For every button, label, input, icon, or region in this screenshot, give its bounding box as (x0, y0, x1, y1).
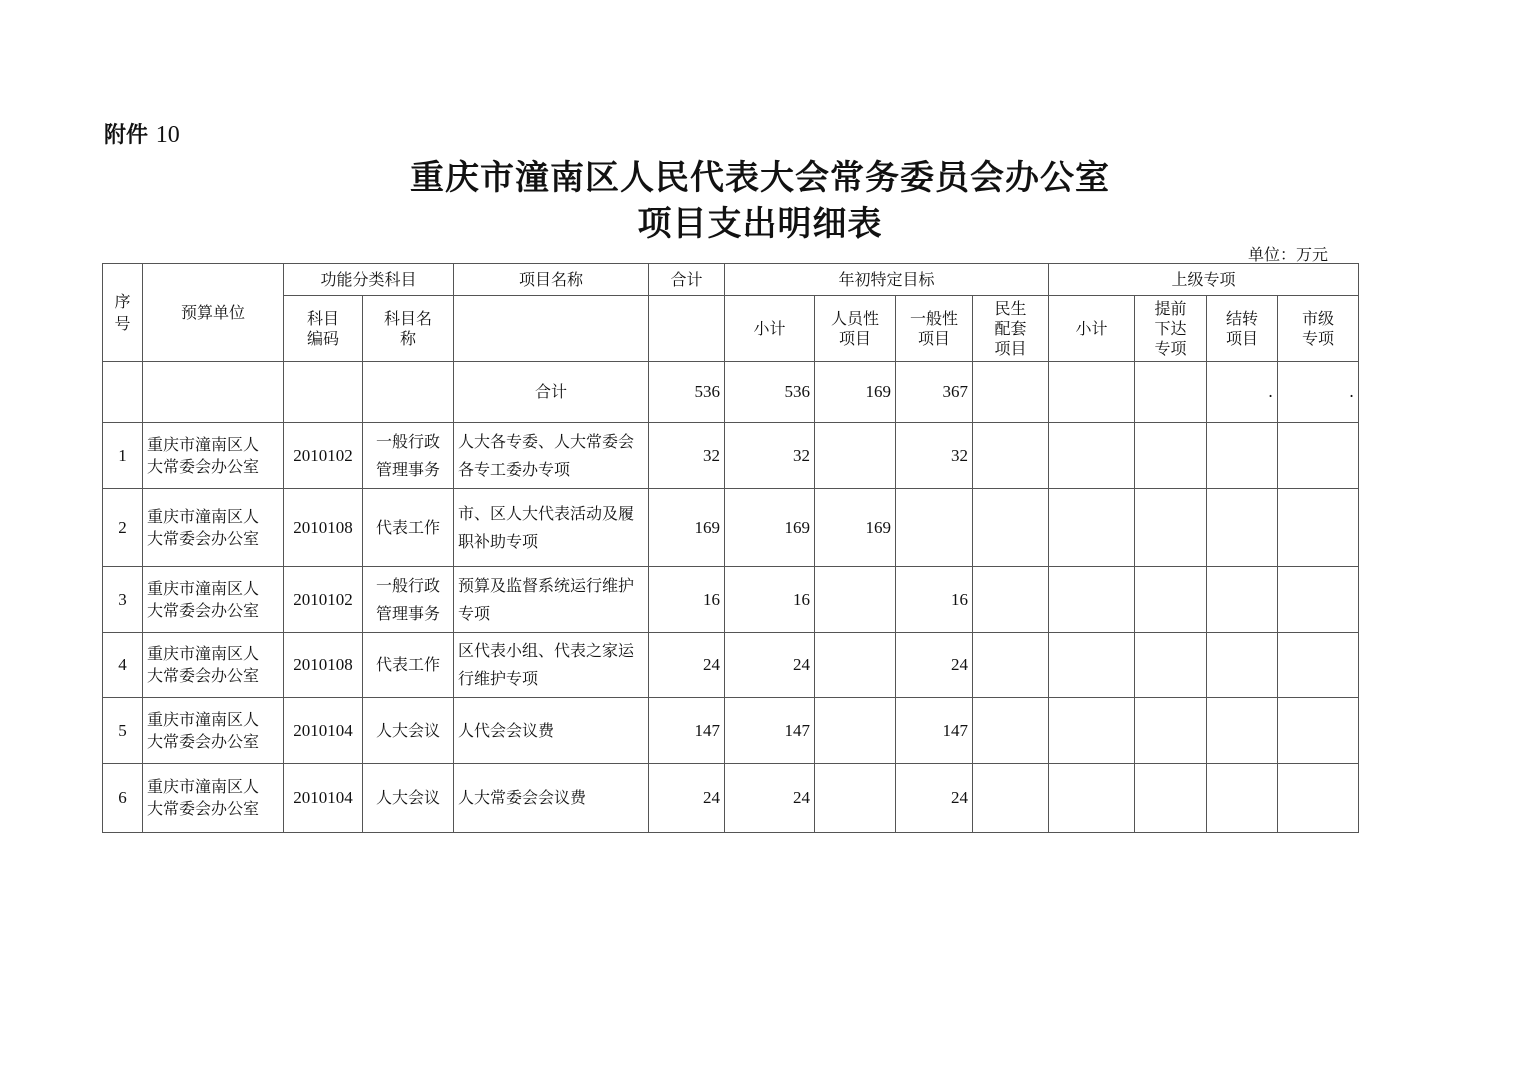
row-advance (1135, 764, 1207, 833)
row-carryover (1207, 764, 1278, 833)
row-subtotal: 32 (725, 423, 815, 489)
row-advance (1135, 698, 1207, 764)
row-total: 147 (649, 698, 725, 764)
table-row (103, 423, 1359, 489)
header-carryover: 结转项目 (1207, 296, 1278, 362)
total-row-city: . (1278, 362, 1359, 423)
row-carryover (1207, 567, 1278, 633)
row-project-name (454, 698, 649, 764)
row-budget-unit (143, 489, 284, 567)
row-personnel: 169 (815, 489, 896, 567)
total-row (103, 362, 1359, 423)
row-subtotal: 24 (725, 633, 815, 698)
header-superior-subtotal: 小计 (1049, 296, 1135, 362)
row-subject-name (363, 423, 454, 489)
row-seq: 2 (103, 489, 143, 567)
header-total: 合计 (649, 264, 725, 296)
row-general: 32 (896, 423, 973, 489)
row-city (1278, 489, 1359, 567)
row-city (1278, 698, 1359, 764)
row-budget-unit (143, 423, 284, 489)
header-project-name-blank (454, 296, 649, 362)
row-subject-name-text: 一般行政管理事务 (375, 431, 440, 479)
row-subject-code: 2010108 (284, 489, 363, 567)
row-carryover (1207, 698, 1278, 764)
row-advance (1135, 567, 1207, 633)
row-subject-name (363, 633, 454, 698)
row-total: 24 (649, 764, 725, 833)
row-project-name (454, 764, 649, 833)
row-general: 147 (896, 698, 973, 764)
row-livelihood (973, 698, 1049, 764)
row-seq: 4 (103, 633, 143, 698)
row-subject-name-text: 代表工作 (375, 517, 440, 537)
header-subject-name: 科目名称 (363, 296, 454, 362)
row-superior-subtotal (1049, 633, 1135, 698)
attachment-label (104, 118, 180, 149)
row-city (1278, 633, 1359, 698)
header-city: 市级专项 (1278, 296, 1359, 362)
row-project-name-text: 预算及监督系统运行维护专项 (458, 575, 635, 623)
row-subject-name (363, 698, 454, 764)
row-advance (1135, 633, 1207, 698)
row-subtotal: 147 (725, 698, 815, 764)
row-livelihood (973, 489, 1049, 567)
row-subject-code: 2010102 (284, 423, 363, 489)
row-budget-unit-text: 重庆市潼南区人大常委会办公室 (147, 644, 260, 685)
row-project-name-text: 市、区人大代表活动及履职补助专项 (458, 503, 635, 551)
row-project-name (454, 633, 649, 698)
table-row (103, 633, 1359, 698)
row-subject-name (363, 567, 454, 633)
row-seq: 1 (103, 423, 143, 489)
row-budget-unit-text: 重庆市潼南区人大常委会办公室 (147, 434, 260, 476)
row-budget-unit (143, 567, 284, 633)
row-budget-unit-text: 重庆市潼南区人大常委会办公室 (147, 578, 260, 620)
row-subtotal: 169 (725, 489, 815, 567)
row-subject-code: 2010104 (284, 764, 363, 833)
row-city (1278, 423, 1359, 489)
row-subject-code: 2010102 (284, 567, 363, 633)
total-row-total: 536 (649, 362, 725, 423)
row-project-name-text: 人代会会议费 (458, 720, 555, 740)
row-total: 24 (649, 633, 725, 698)
total-row-label: 合计 (454, 362, 649, 423)
row-project-name (454, 567, 649, 633)
row-personnel (815, 764, 896, 833)
row-personnel (815, 698, 896, 764)
row-carryover (1207, 423, 1278, 489)
row-advance (1135, 423, 1207, 489)
row-seq: 5 (103, 698, 143, 764)
header-personnel: 人员性项目 (815, 296, 896, 362)
total-row-carryover: . (1207, 362, 1278, 423)
row-city (1278, 764, 1359, 833)
row-project-name (454, 423, 649, 489)
row-subject-name-text: 代表工作 (375, 655, 440, 674)
table-row (103, 764, 1359, 833)
row-livelihood (973, 423, 1049, 489)
row-subject-code: 2010104 (284, 698, 363, 764)
row-budget-unit-text: 重庆市潼南区人大常委会办公室 (147, 777, 260, 818)
row-carryover (1207, 489, 1278, 567)
row-general (896, 489, 973, 567)
row-total: 169 (649, 489, 725, 567)
row-superior-subtotal (1049, 698, 1135, 764)
row-personnel (815, 423, 896, 489)
row-superior-subtotal (1049, 489, 1135, 567)
row-livelihood (973, 633, 1049, 698)
header-seq: 序号 (103, 264, 143, 362)
row-project-name-text: 人大常委会会议费 (458, 788, 587, 807)
total-row-personnel: 169 (815, 362, 896, 423)
row-subject-name (363, 764, 454, 833)
row-subject-code: 2010108 (284, 633, 363, 698)
row-livelihood (973, 764, 1049, 833)
row-seq: 6 (103, 764, 143, 833)
header-advance: 提前下达专项 (1135, 296, 1207, 362)
row-carryover (1207, 633, 1278, 698)
header-budget-unit: 预算单位 (143, 264, 284, 362)
row-subject-name-text: 一般行政管理事务 (375, 575, 440, 623)
header-project-name: 项目名称 (454, 264, 649, 296)
table-row (103, 567, 1359, 633)
row-subtotal: 16 (725, 567, 815, 633)
row-subject-name-text: 人大会议 (375, 720, 440, 740)
header-livelihood: 民生配套项目 (973, 296, 1049, 362)
row-city (1278, 567, 1359, 633)
table-row (103, 489, 1359, 567)
header-total-blank (649, 296, 725, 362)
row-total: 16 (649, 567, 725, 633)
row-personnel (815, 633, 896, 698)
total-row-general: 367 (896, 362, 973, 423)
header-annual-group: 年初特定目标 (725, 264, 1049, 296)
attachment-number: 10 (155, 122, 180, 148)
row-personnel (815, 567, 896, 633)
row-project-name-text: 区代表小组、代表之家运行维护专项 (458, 641, 635, 688)
row-total: 32 (649, 423, 725, 489)
header-subject-code: 科目编码 (284, 296, 363, 362)
expenditure-table (102, 263, 1359, 833)
row-budget-unit-text: 重庆市潼南区人大常委会办公室 (147, 709, 260, 751)
table-row (103, 698, 1359, 764)
row-project-name (454, 489, 649, 567)
row-superior-subtotal (1049, 423, 1135, 489)
header-func-group: 功能分类科目 (284, 264, 454, 296)
header-superior-group: 上级专项 (1049, 264, 1359, 296)
page-subtitle: 项目支出明细表 (637, 204, 883, 244)
row-budget-unit (143, 764, 284, 833)
row-general: 24 (896, 633, 973, 698)
attachment-text: 附件 (104, 123, 149, 148)
page-title: 重庆市潼南区人民代表大会常务委员会办公室 (410, 158, 1110, 198)
row-subject-name (363, 489, 454, 567)
row-subject-name-text: 人大会议 (375, 788, 440, 807)
row-budget-unit-text: 重庆市潼南区人大常委会办公室 (147, 506, 260, 548)
row-general: 16 (896, 567, 973, 633)
row-advance (1135, 489, 1207, 567)
row-livelihood (973, 567, 1049, 633)
unit-label: 单位：万元 (1247, 245, 1328, 264)
row-subtotal: 24 (725, 764, 815, 833)
header-general: 一般性项目 (896, 296, 973, 362)
header-annual-subtotal: 小计 (725, 296, 815, 362)
row-project-name-text: 人大各专委、人大常委会各专工委办专项 (458, 431, 635, 479)
row-seq: 3 (103, 567, 143, 633)
row-superior-subtotal (1049, 764, 1135, 833)
row-superior-subtotal (1049, 567, 1135, 633)
row-general: 24 (896, 764, 973, 833)
total-row-subtotal: 536 (725, 362, 815, 423)
row-budget-unit (143, 633, 284, 698)
row-budget-unit (143, 698, 284, 764)
